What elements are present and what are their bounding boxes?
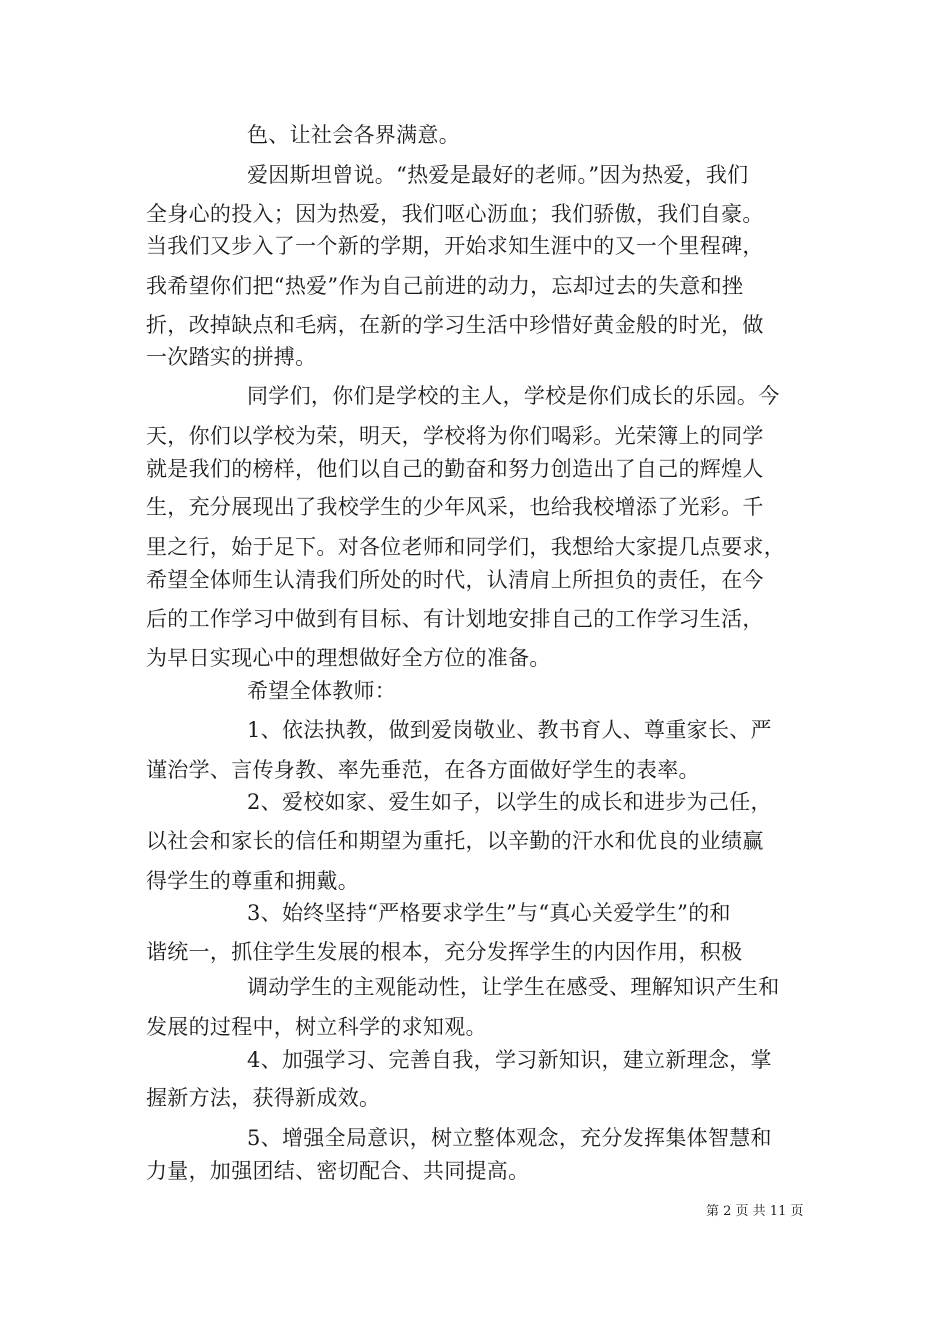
paragraph-line: 全身心的投入；因为热爱，我们呕心沥血；我们骄傲，我们自豪。 <box>146 202 764 226</box>
paragraph-line: 就是我们的榜样，他们以自己的勤奋和努力创造出了自己的辉煌人 <box>146 457 764 481</box>
paragraph-line: 里之行，始于足下。对各位老师和同学们，我想给大家提几点要求， <box>146 535 785 559</box>
paragraph-line: 色、让社会各界满意。 <box>247 123 460 147</box>
paragraph-line: 当我们又步入了一个新的学期，开始求知生涯中的又一个里程碑， <box>146 234 764 258</box>
paragraph-line: 希望全体师生认清我们所处的时代，认清肩上所担负的责任，在今 <box>146 568 764 592</box>
paragraph-line: 力量，加强团结、密切配合、共同提高。 <box>146 1159 530 1183</box>
paragraph-line: 生，充分展现出了我校学生的少年风采，也给我校增添了光彩。千 <box>146 495 764 519</box>
paragraph-line: 为早日实现心中的理想做好全方位的准备。 <box>146 646 551 670</box>
paragraph-line: 后的工作学习中做到有目标、有计划地安排自己的工作学习生活， <box>146 607 764 631</box>
paragraph-line: 得学生的尊重和拥戴。 <box>146 869 359 893</box>
paragraph-line: 以社会和家长的信任和期望为重托，以辛勤的汗水和优良的业绩赢 <box>146 829 764 853</box>
paragraph-line: 同学们，你们是学校的主人，学校是你们成长的乐园。今 <box>247 384 780 408</box>
paragraph-line: 爱因斯坦曾说。“热爱是最好的老师。”因为热爱，我们 <box>247 163 749 187</box>
page-number-footer: 第 2 页 共 11 页 <box>706 1204 804 1219</box>
paragraph-line: 我希望你们把“热爱”作为自己前进的动力，忘却过去的失意和挫 <box>146 274 744 298</box>
paragraph-line: 天，你们以学校为荣，明天，学校将为你们喝彩。光荣簿上的同学 <box>146 424 764 448</box>
paragraph-line: 1、依法执教，做到爱岗敬业、教书育人、尊重家长、严 <box>247 718 772 742</box>
paragraph-line: 调动学生的主观能动性，让学生在感受、理解知识产生和 <box>247 975 780 999</box>
paragraph-line: 一次踏实的拼搏。 <box>146 345 317 369</box>
paragraph-line: 折，改掉缺点和毛病，在新的学习生活中珍惜好黄金般的时光，做 <box>146 313 764 337</box>
paragraph-line: 握新方法，获得新成效。 <box>146 1086 381 1110</box>
paragraph-line: 希望全体教师： <box>247 679 397 703</box>
paragraph-line: 2、爱校如家、爱生如子，以学生的成长和进步为己任， <box>247 790 772 814</box>
paragraph-line: 发展的过程中，树立科学的求知观。 <box>146 1015 487 1039</box>
paragraph-line: 4、加强学习、完善自我，学习新知识，建立新理念，掌 <box>247 1048 772 1072</box>
paragraph-line: 谐统一，抓住学生发展的根本，充分发挥学生的内因作用，积极 <box>146 940 743 964</box>
paragraph-line: 5、增强全局意识，树立整体观念，充分发挥集体智慧和 <box>247 1126 772 1150</box>
paragraph-line: 谨治学、言传身教、率先垂范，在各方面做好学生的表率。 <box>146 758 700 782</box>
paragraph-line: 3、始终坚持“严格要求学生”与“真心关爱学生”的和 <box>247 901 731 925</box>
